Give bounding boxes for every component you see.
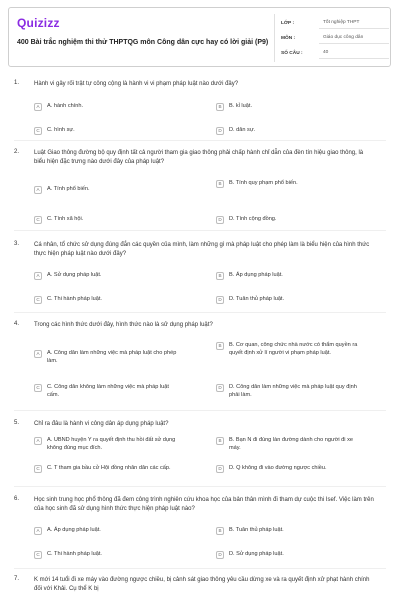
option-letter-badge: B <box>216 437 224 445</box>
question-number: 1. <box>14 80 20 86</box>
option-text: C. hình sự. <box>47 127 75 133</box>
question-number: 5. <box>14 420 20 426</box>
option-text: D. Tuân thủ pháp luật. <box>229 296 285 302</box>
question-divider <box>14 140 386 141</box>
option-text: C. Tính xã hội. <box>47 216 84 222</box>
option-letter-badge: B <box>216 180 224 188</box>
option-letter-badge: B <box>216 103 224 111</box>
option-d[interactable] <box>216 215 361 224</box>
option-text: C. Công dân không làm những việc mà pháp luật cấm. <box>47 384 169 398</box>
quizizz-logo: Quizizz <box>17 16 60 30</box>
question-number: 3. <box>14 241 20 247</box>
header-divider <box>274 14 275 62</box>
option-text: B. Cơ quan, công chức nhà nước có thẩm quyền ra quyết định xử lí người vi phạm pháp luật. <box>229 342 358 356</box>
option-letter-badge: A <box>34 527 42 535</box>
option-b[interactable] <box>216 179 361 188</box>
question-text: Chỉ ra đâu là hành vi công dân áp dụng pháp luật? <box>34 421 169 427</box>
option-letter-badge: B <box>216 272 224 280</box>
question-number: 2. <box>14 149 20 155</box>
option-c[interactable] <box>34 215 179 224</box>
option-b[interactable] <box>216 341 361 357</box>
option-text: B. Áp dụng pháp luật. <box>229 272 283 278</box>
question-divider <box>14 230 386 231</box>
worksheet-header <box>8 7 391 67</box>
option-letter-badge: A <box>34 437 42 445</box>
meta-row-class <box>281 16 389 31</box>
meta-panel <box>281 16 389 61</box>
option-text: A. Sử dụng pháp luật. <box>47 272 102 278</box>
option-text: A. UBND huyện Y ra quyết định thu hồi đất sử dụng không đúng mục đích. <box>47 437 176 451</box>
option-letter-badge: B <box>216 527 224 535</box>
option-letter-badge: D <box>216 465 224 473</box>
option-letter-badge: D <box>216 384 224 392</box>
option-text: D. Q không đi vào đường ngược chiều. <box>229 465 327 471</box>
meta-row-count <box>281 46 389 61</box>
option-text: A. hành chính. <box>47 103 84 109</box>
option-letter-badge: D <box>216 296 224 304</box>
option-b[interactable] <box>216 271 361 280</box>
meta-value-subject: Giáo dục công dân <box>319 33 389 44</box>
option-text: D. Công dân làm những việc mà pháp luật quy định phải làm. <box>229 384 357 398</box>
option-letter-badge: C <box>34 465 42 473</box>
option-text: C. Thi hành pháp luật. <box>47 296 102 302</box>
option-text: B. Bạn N đi đúng làn đường dành cho người đi xe máy. <box>229 437 353 451</box>
option-text: D. Tính cộng đồng. <box>229 216 277 222</box>
option-a[interactable] <box>34 526 179 535</box>
question-number: 6. <box>14 496 20 502</box>
option-b[interactable] <box>216 436 361 452</box>
option-text: D. dân sự. <box>229 127 256 133</box>
option-b[interactable] <box>216 102 361 111</box>
question-divider <box>14 568 386 569</box>
meta-label: LỚP : <box>281 21 295 26</box>
option-letter-badge: C <box>34 216 42 224</box>
meta-value-count: 40 <box>319 48 389 59</box>
option-c[interactable] <box>34 464 179 473</box>
option-text: B. Tuân thủ pháp luật. <box>229 527 284 533</box>
question-text: Cá nhân, tổ chức sử dụng đúng đắn các quyền của mình, làm những gì mà pháp luật cho phép làm là biểu hiện của hình thức thực hiện pháp luật nào dưới đây? <box>34 242 370 257</box>
meta-row-subject <box>281 31 389 46</box>
question-text: Hành vi gây rối trật tự công cộng là hành vi vi phạm pháp luật nào dưới đây? <box>34 81 239 87</box>
question-text: Luật Giao thông đường bộ quy định tất cả người tham gia giao thông phải chấp hành chỉ dẫn của đèn tín hiệu giao thông, là biểu hiện đặc trưng nào dưới đây của pháp luật? <box>34 150 364 165</box>
option-c[interactable] <box>34 126 179 135</box>
option-d[interactable] <box>216 295 361 304</box>
option-letter-badge: D <box>216 216 224 224</box>
option-a[interactable] <box>34 271 179 280</box>
option-text: B. kỉ luật. <box>229 103 253 109</box>
option-text: C. Thi hành pháp luật. <box>47 551 102 557</box>
meta-value-class: Tốt nghiệp THPT <box>319 18 389 29</box>
question-text: Học sinh trung học phổ thông đã đem công trình nghiên cứu khoa học của bản thân mình đi tham dự cuộc thi Isef. Việc làm trên của học sinh đã sử dụng hình thức thực hiện pháp luật nào? <box>34 497 374 512</box>
option-letter-badge: D <box>216 127 224 135</box>
option-d[interactable] <box>216 464 361 473</box>
option-d[interactable] <box>216 126 361 135</box>
option-letter-badge: A <box>34 272 42 280</box>
meta-label: MÔN : <box>281 36 296 41</box>
option-letter-badge: D <box>216 551 224 559</box>
question-number: 4. <box>14 321 20 327</box>
option-a[interactable] <box>34 102 179 111</box>
option-letter-badge: C <box>34 127 42 135</box>
option-a[interactable] <box>34 436 179 452</box>
option-text: C. T tham gia bầu cử Hội đồng nhân dân các cấp. <box>47 465 171 471</box>
option-letter-badge: C <box>34 296 42 304</box>
option-text: B. Tính quy phạm phổ biến. <box>229 180 298 186</box>
option-text: A. Áp dụng pháp luật. <box>47 527 101 533</box>
option-c[interactable] <box>34 550 179 559</box>
question-divider <box>14 486 386 487</box>
question-divider <box>14 312 386 313</box>
meta-label: SỐ CÂU : <box>281 51 303 56</box>
option-letter-badge: C <box>34 384 42 392</box>
option-letter-badge: A <box>34 103 42 111</box>
option-b[interactable] <box>216 526 361 535</box>
option-letter-badge: B <box>216 342 224 350</box>
document-title: 400 Bài trắc nghiệm thi thử THPTQG môn Công dân cực hay có lời giải (P9) <box>17 39 269 46</box>
option-letter-badge: A <box>34 350 42 358</box>
question-number: 7. <box>14 576 20 582</box>
question-text: K mới 14 tuổi đi xe máy vào đường ngược chiều, bị cảnh sát giao thông yêu cầu dừng xe và ra quyết định xử phạt hành chính đối với Khải. Cụ thể K bị <box>34 577 370 592</box>
option-a[interactable] <box>34 349 179 365</box>
option-a[interactable] <box>34 185 179 194</box>
option-c[interactable] <box>34 295 179 304</box>
question-divider <box>14 410 386 411</box>
question-text: Trong các hình thức dưới đây, hình thức nào là sử dụng pháp luật? <box>34 322 213 328</box>
option-text: A. Công dân làm những việc mà pháp luật cho phép làm. <box>47 350 177 364</box>
option-text: D. Sử dụng pháp luật. <box>229 551 284 557</box>
option-letter-badge: C <box>34 551 42 559</box>
option-letter-badge: A <box>34 186 42 194</box>
option-text: A. Tính phổ biến. <box>47 186 90 192</box>
option-d[interactable] <box>216 550 361 559</box>
option-c[interactable] <box>34 383 179 399</box>
option-d[interactable] <box>216 383 361 399</box>
